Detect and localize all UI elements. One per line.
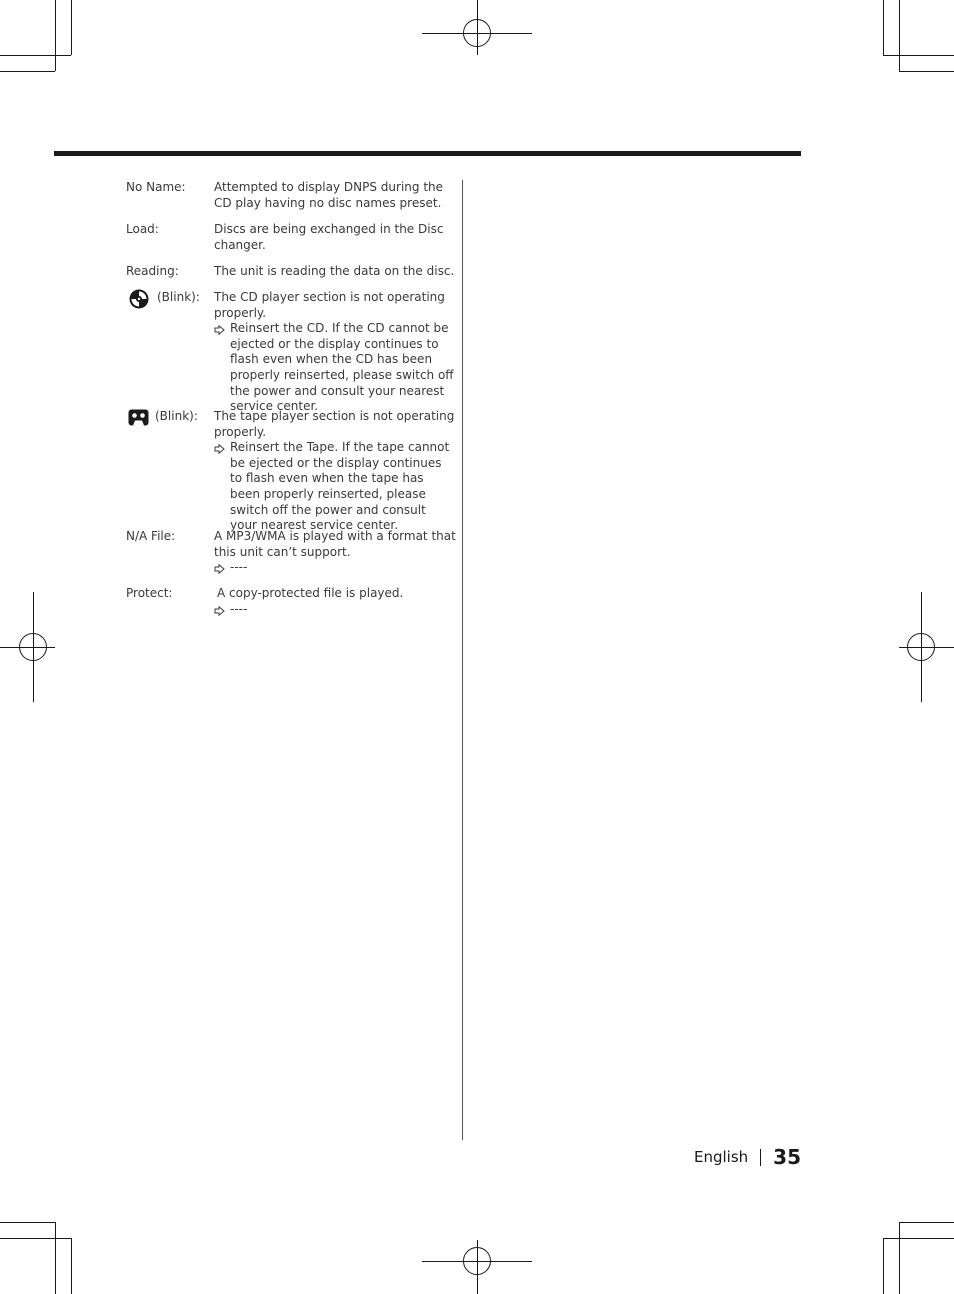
entry-description: The CD player section is not operating properly. — [214, 290, 445, 320]
entry-description: Discs are being exchanged in the Disc changer. — [214, 222, 444, 252]
entry-description: The tape player section is not operating properly. — [214, 409, 455, 439]
entry-term: (Blink): — [157, 290, 200, 304]
cassette-tape-icon — [128, 409, 149, 431]
arrow-right-icon — [214, 563, 230, 579]
action-text: ---- — [230, 601, 248, 616]
entry-action — [214, 321, 456, 415]
entry-term: N/A File: — [126, 529, 176, 543]
action-text: ---- — [230, 560, 248, 575]
message-entry-protect — [126, 586, 456, 617]
entry-action — [214, 440, 456, 534]
header-rule — [54, 151, 801, 156]
entry-term: Protect: — [126, 586, 173, 600]
entry-description: A copy-protected file is played. — [217, 586, 404, 600]
entry-term: No Name: — [126, 180, 186, 194]
footer-language: English — [693, 1148, 749, 1166]
page-number: 35 — [773, 1145, 801, 1169]
footer-separator — [760, 1149, 761, 1166]
message-entry-tape-blink — [126, 409, 456, 534]
entry-description: Attempted to display DNPS during the CD play having no disc names preset. — [214, 180, 444, 210]
page-footer — [694, 1145, 801, 1169]
message-entry-cd-blink — [126, 290, 456, 415]
entry-description: The unit is reading the data on the disc. — [214, 264, 455, 278]
message-entry-na-file — [126, 529, 456, 576]
entry-term: Load: — [126, 222, 159, 236]
message-entry-load — [126, 222, 456, 253]
message-entry-reading — [126, 264, 456, 280]
cd-disc-icon — [129, 289, 149, 314]
entry-action — [214, 602, 456, 618]
entry-term: Reading: — [126, 264, 179, 278]
entry-action — [214, 560, 456, 576]
action-text: Reinsert the CD. If the CD cannot be ejected or the display continues to flash even when the CD has been properly reinserted, please switch off the power and consult your nearest service center. — [230, 321, 454, 414]
entry-term: (Blink): — [155, 409, 198, 423]
action-text: Reinsert the Tape. If the tape cannot be ejected or the display continues to flash even when the tape has been properly reinserted, please switch off the power and consult your nearest service center. — [230, 440, 450, 533]
column-divider — [462, 180, 463, 1140]
arrow-right-icon — [214, 324, 230, 418]
arrow-right-icon — [214, 605, 230, 621]
arrow-right-icon — [214, 443, 230, 537]
entry-description: A MP3/WMA is played with a format that this unit can’t support. — [214, 529, 456, 559]
message-entry-no-name — [126, 180, 456, 211]
